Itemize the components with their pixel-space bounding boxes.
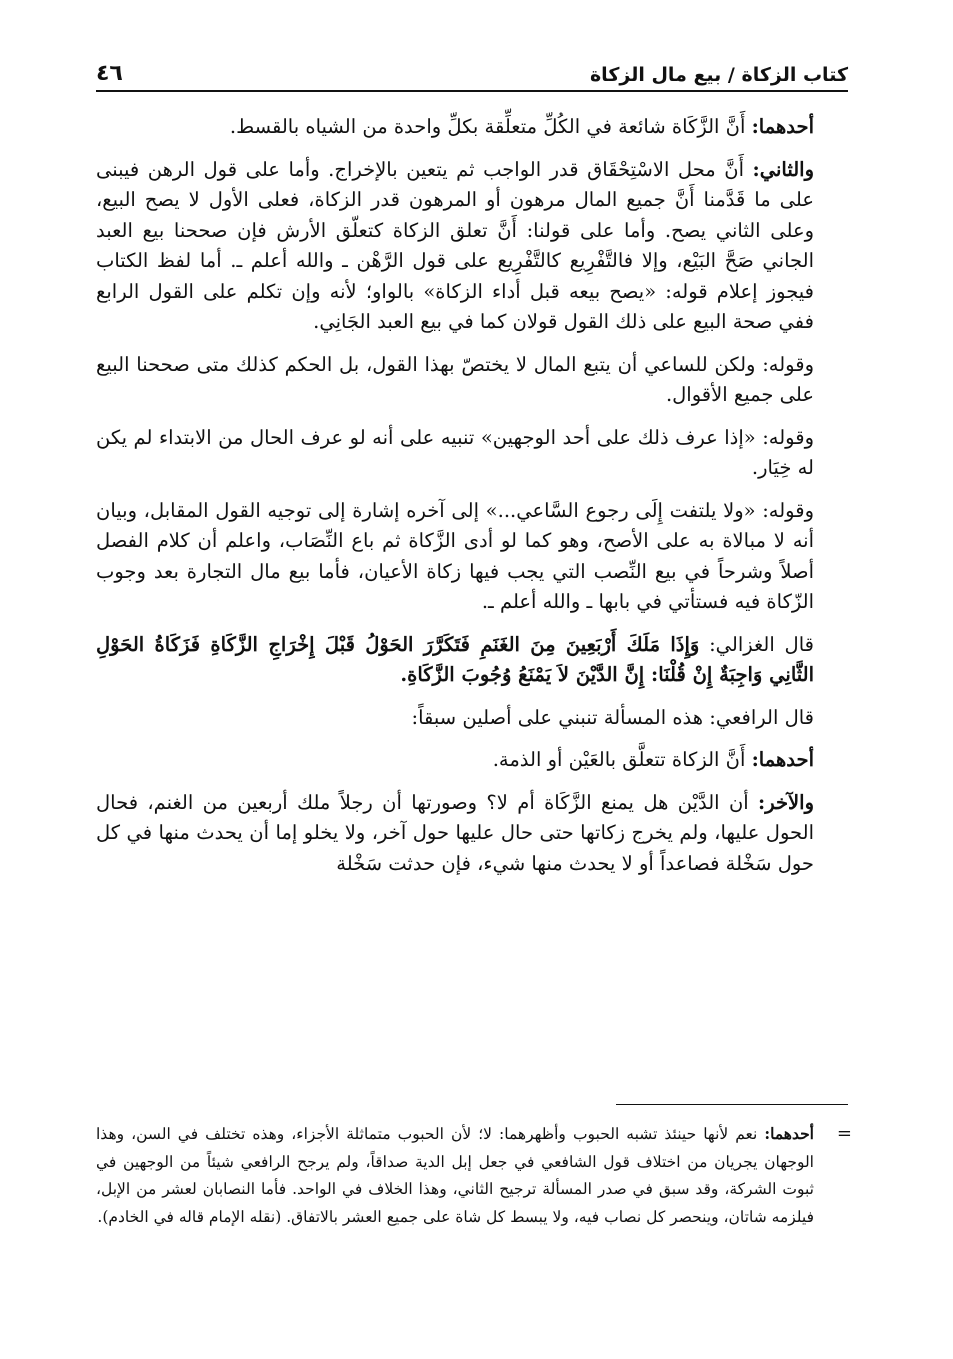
paragraph-text: وقوله: «إذا عرف ذلك على أحد الوجهين» تنبيه على أنه لو عرف الحال من الابتداء لم يكن له خِيَار.	[96, 425, 814, 479]
footnote-body: نعم لأنها حينئذ تشبه الحبوب وأظهرهما: لا؛ لأن الحبوب متماثلة الأجزاء، وهذه تختلف في السن، وهذا الوجهان يجريان من اختلاف قول الشافعي في جعل إبل الدية صداقاً، ولم يرجح الرافعي شيئاً من الوجهين في ثبوت الشركة، وقد سبق في صدر المسألة ترجيح الثاني، وهذا الخلاف في الواحد. فأما النصابان لعشر من الإبل، فيلزمه شاتان، وينحصر كل نصاب فيه، ولا يبسط كل شاة على جميع العشر بالاتفاق. (نقله الإمام قاله في الخادم).	[96, 1125, 814, 1226]
paragraph-text: وَإِذَا مَلَكَ أَرْبَعِينَ مِنَ الغَنَمِ فَتَكَرَّرَ الحَوْلُ قَبْلَ إِخْرَاجِ الزَّكَاةِ فَزَكَاةُ الحَوْلِ الثَّانِي وَاجِبَةٌ إِنْ قُلْنَا: إِنَّ الدَّيْنَ لاَ يَمْنَعُ وُجُوبَ الزَّكَاةِ.	[96, 632, 814, 686]
footnote-lead: أحدهما:	[764, 1124, 814, 1143]
paragraph-text: أَنَّ محل الاسْتِحْقَاق قدر الواجب ثم يتعين بالإخراج. وأما على قول الرهن فيبنى على ما قَدَّمنا أَنَّ جميع المال مرهون أو المرهون قدر الزكاة، فعلى الأول لا يصح البيع، وعلى الثاني يصح. وأما على قولنا: أَنَّ تعلق الزكاة كتعلّق الأرش فإن صححنا بيع العبد الجاني صَحَّ البَيْع، وإلا فالتَّفْرِيع كالتَّفْرِيع على قول الرَّهْن ـ والله أعلم ـ. أما لفظ الكتاب فيجوز إعلام قوله: «يصح بيعه قبل أداء الزكاة» بالواو؛ لأنه وإن تكلم على القول الرابع ففي صحة البيع على ذلك القول قولان كما في بيع العبد الجَانِي.	[96, 157, 814, 333]
page-number: ٤٦	[96, 61, 123, 86]
paragraph-text: وقوله: ولكن للساعي أن يتبع المال لا يختصّ بهذا القول، بل الحكم كذلك متى صححنا البيع على جميع الأقوال.	[96, 352, 814, 406]
paragraph-lead: والثاني:	[752, 157, 814, 181]
paragraph-text: هذه المسألة تنبني على أصلين سبقاً:	[411, 705, 704, 729]
paragraph-7	[96, 703, 848, 734]
paragraph-lead: قال الرافعي:	[709, 705, 814, 729]
paragraph-text: أن الدَّيْن هل يمنع الزَّكَاة أم لا؟ وصورتها أن رجلاً ملك أربعين من الغنم، فحال الحول عليها، ولم يخرج زكاتها حتى حال عليها حول آخر، ولا يخلو إما أن يحدث منها في كل حول سَخْلة فصاعداً أو لا يحدث منها شيء، فإن حدثت سَخْلة	[96, 790, 814, 875]
footnote	[96, 1120, 852, 1231]
paragraph-4	[96, 423, 848, 484]
footnote-continuation-marker: =	[836, 1123, 852, 1144]
paragraph-lead: أحدهما:	[751, 115, 814, 138]
paragraph-lead: والآخر:	[758, 790, 815, 814]
paragraph-text: أَنَّ الزكاة تتعلَّق بالعَيْن أو الذمة.	[492, 748, 746, 771]
paragraph-6	[96, 630, 848, 691]
paragraph-3	[96, 350, 848, 411]
footnote-divider	[616, 1104, 848, 1105]
paragraph-lead: أحدهما:	[751, 748, 814, 771]
paragraph-2	[96, 155, 848, 338]
paragraph-9	[96, 788, 848, 880]
header-title: كتاب الزكاة / بيع مال الزكاة	[589, 64, 848, 86]
paragraph-1	[96, 112, 848, 143]
footnote-text	[96, 1120, 848, 1231]
paragraph-8	[96, 745, 848, 776]
paragraph-text: وقوله: «ولا يلتفت إِلَى رجوع السَّاعي...» إلى آخره إشارة إلى توجيه القول المقابل، وبيان أنه لا مبالاة به على الأصح، وهو كما لو أدى الزَّكاة ثم باع النِّصَاب، واعلم أن كلام الفصل أصلاً وشرحاً في بيع النِّصب التي يجب فيها زكاة الأعيان، فأما بيع مال التجارة بعد وجوب الزّكاة فيه فستأتي في بابها ـ والله أعلم ـ.	[96, 498, 814, 613]
paragraph-5	[96, 496, 848, 618]
paragraph-text: أَنَّ الزَّكَاة شائعة في الكُلِّ متعلِّقة بكلِّ واحدة من الشياه بالقسط.	[229, 115, 746, 138]
paragraph-lead: قال الغزالي:	[709, 632, 814, 656]
main-text	[96, 112, 848, 891]
running-header	[96, 56, 848, 92]
book-page	[96, 56, 852, 1316]
